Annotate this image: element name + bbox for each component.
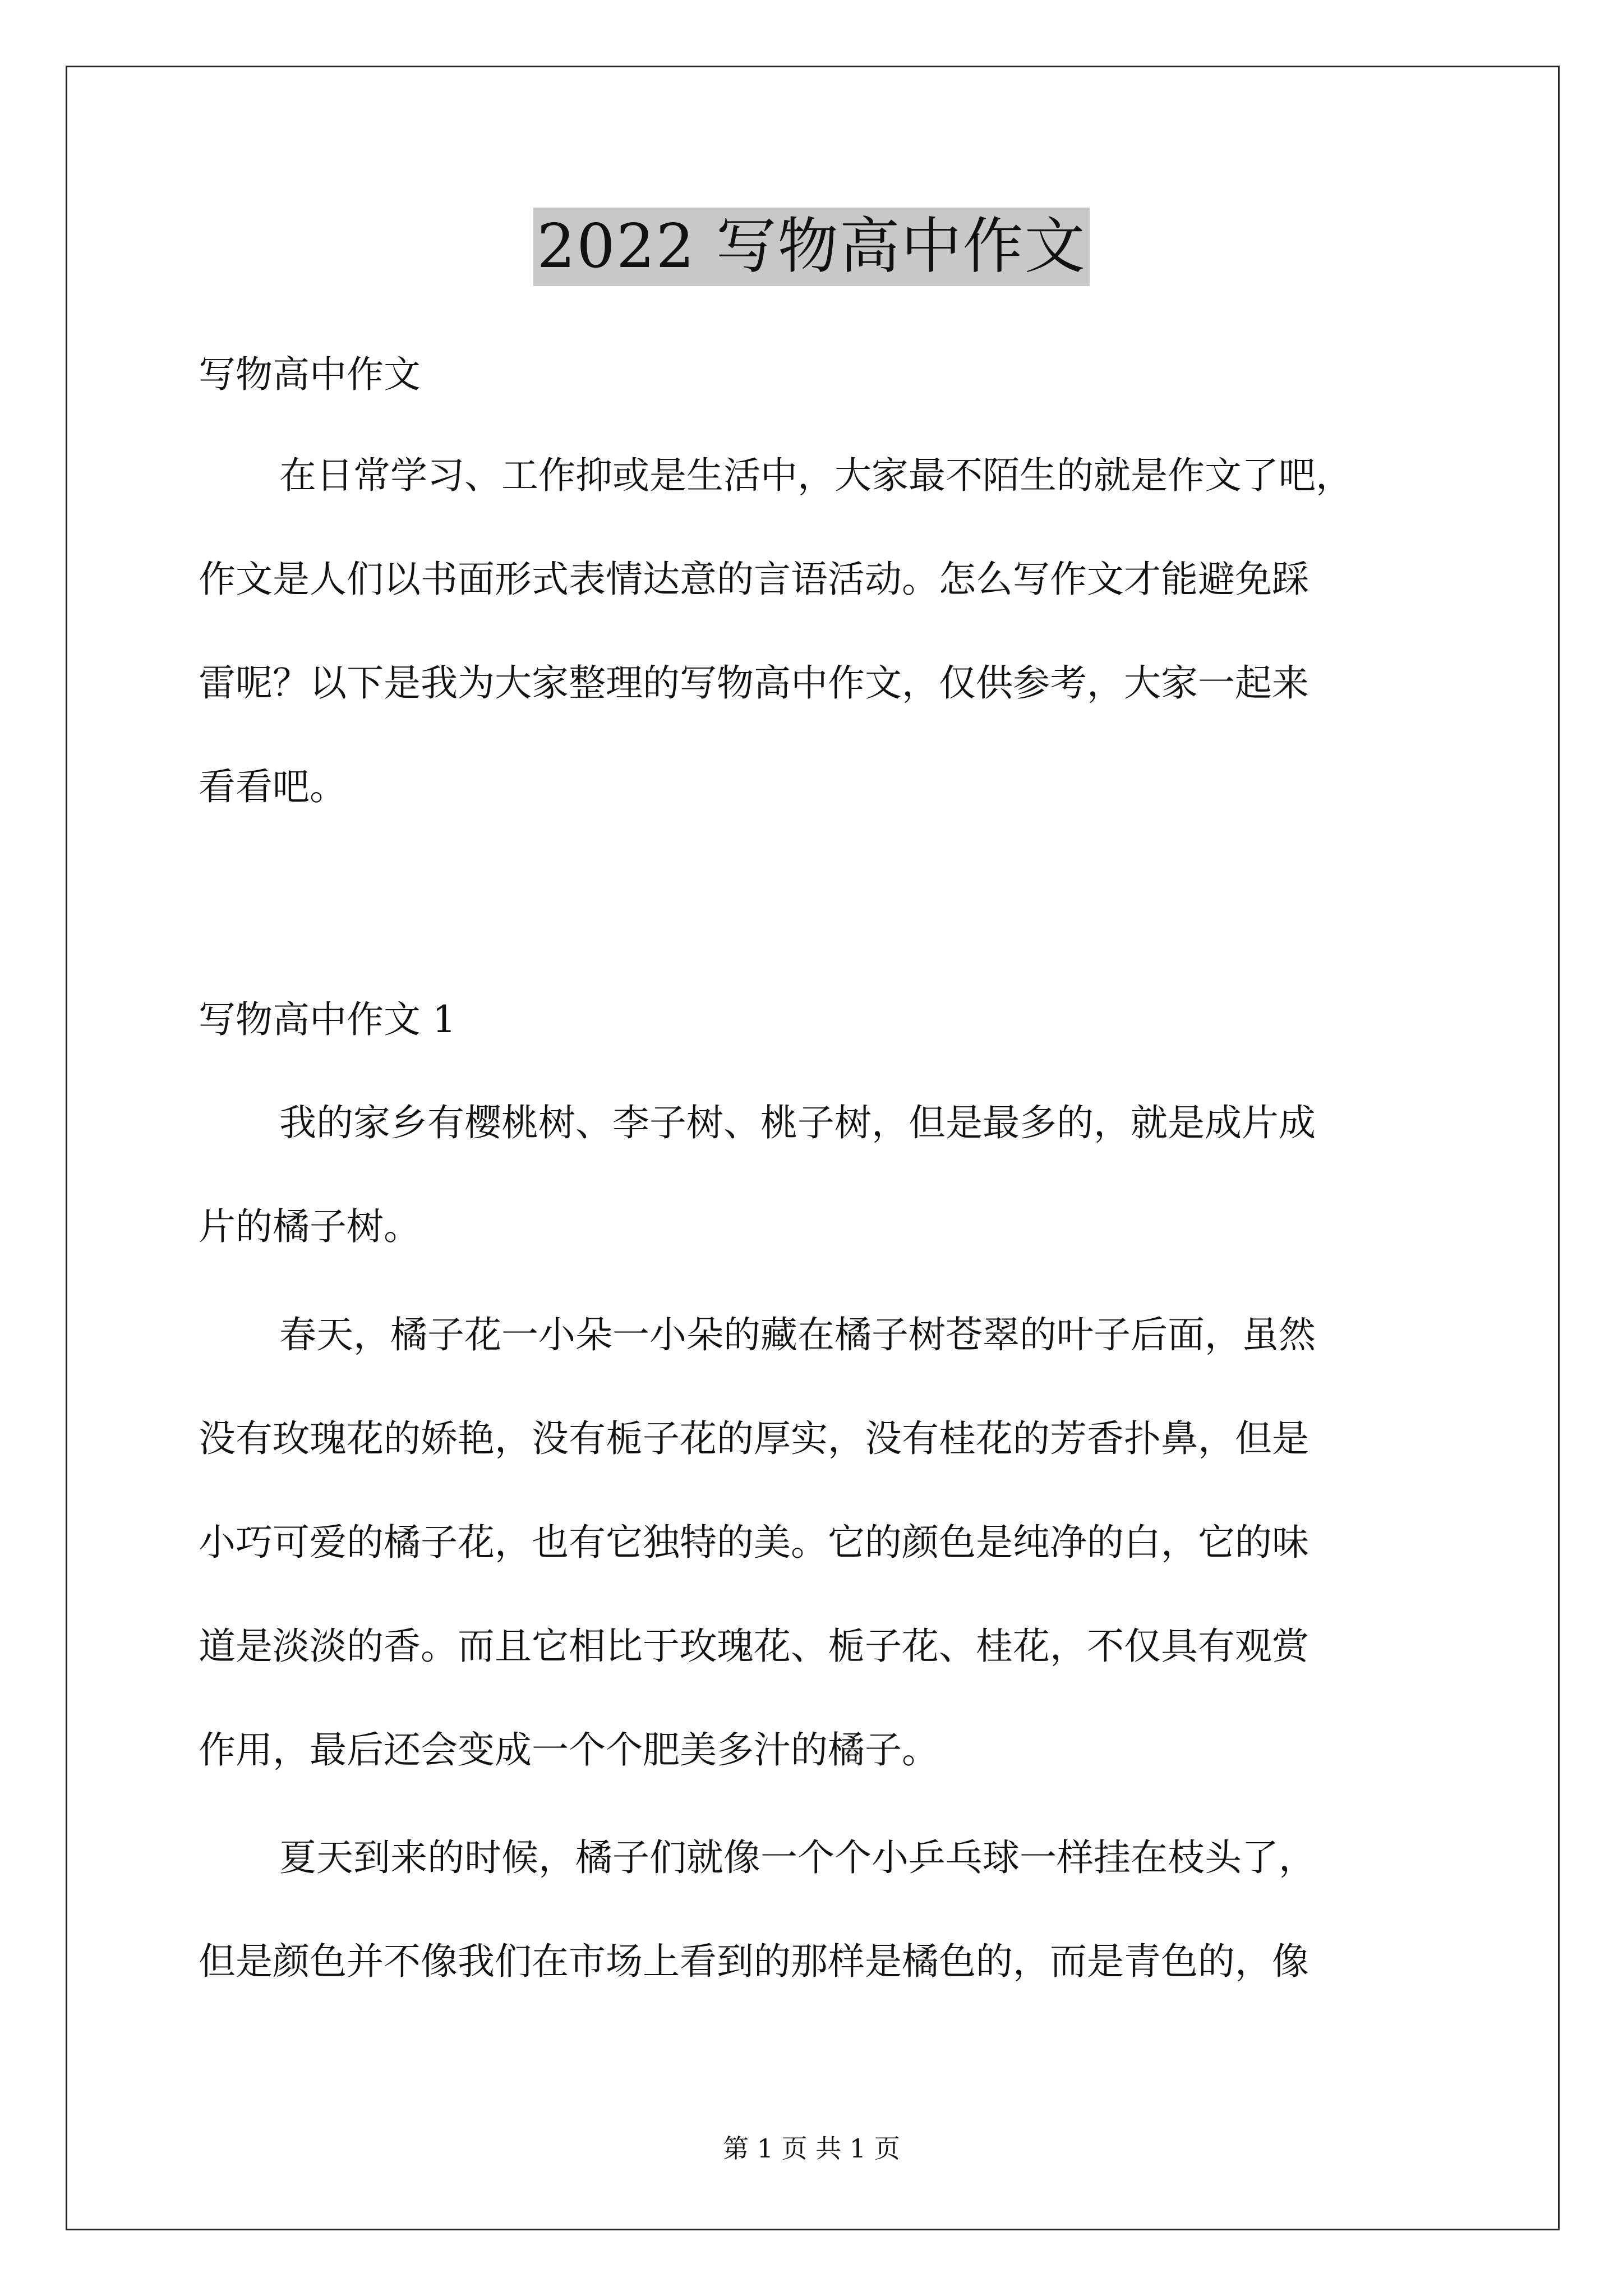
document-title: 2022 写物高中作文	[533, 208, 1089, 286]
intro-line-4: 看看吧。	[199, 765, 347, 808]
section-heading: 写物高中作文 1	[199, 998, 456, 1041]
intro-line-1: 在日常学习、工作抑或是生活中，大家最不陌生的就是作文了吧，	[279, 454, 1353, 497]
para3-line-1: 夏天到来的时候，橘子们就像一个个小乒乓球一样挂在枝头了，	[279, 1836, 1316, 1879]
para1-line-2: 片的橘子树。	[199, 1205, 421, 1248]
para2-line-4: 道是淡淡的香。而且它相比于玫瑰花、栀子花、桂花，不仅具有观赏	[199, 1625, 1309, 1668]
title-container	[0, 208, 1623, 286]
para2-line-5: 作用，最后还会变成一个个肥美多汁的橘子。	[199, 1728, 939, 1772]
intro-line-2: 作文是人们以书面形式表情达意的言语活动。怎么写作文才能避免踩	[199, 558, 1309, 601]
page-number-footer: 第 1 页 共 1 页	[723, 2133, 900, 2164]
para2-line-3: 小巧可爱的橘子花，也有它独特的美。它的颜色是纯净的白，它的味	[199, 1521, 1309, 1564]
para2-line-1: 春天，橘子花一小朵一小朵的藏在橘子树苍翠的叶子后面，虽然	[279, 1313, 1316, 1356]
para2-line-2: 没有玫瑰花的娇艳，没有栀子花的厚实，没有桂花的芳香扑鼻，但是	[199, 1417, 1309, 1460]
para3-line-2: 但是颜色并不像我们在市场上看到的那样是橘色的，而是青色的，像	[199, 1940, 1309, 1983]
para1-line-1: 我的家乡有樱桃树、李子树、桃子树，但是最多的，就是成片成	[279, 1101, 1316, 1144]
document-subtitle: 写物高中作文	[199, 353, 421, 396]
intro-line-3: 雷呢？以下是我为大家整理的写物高中作文，仅供参考，大家一起来	[199, 661, 1309, 705]
